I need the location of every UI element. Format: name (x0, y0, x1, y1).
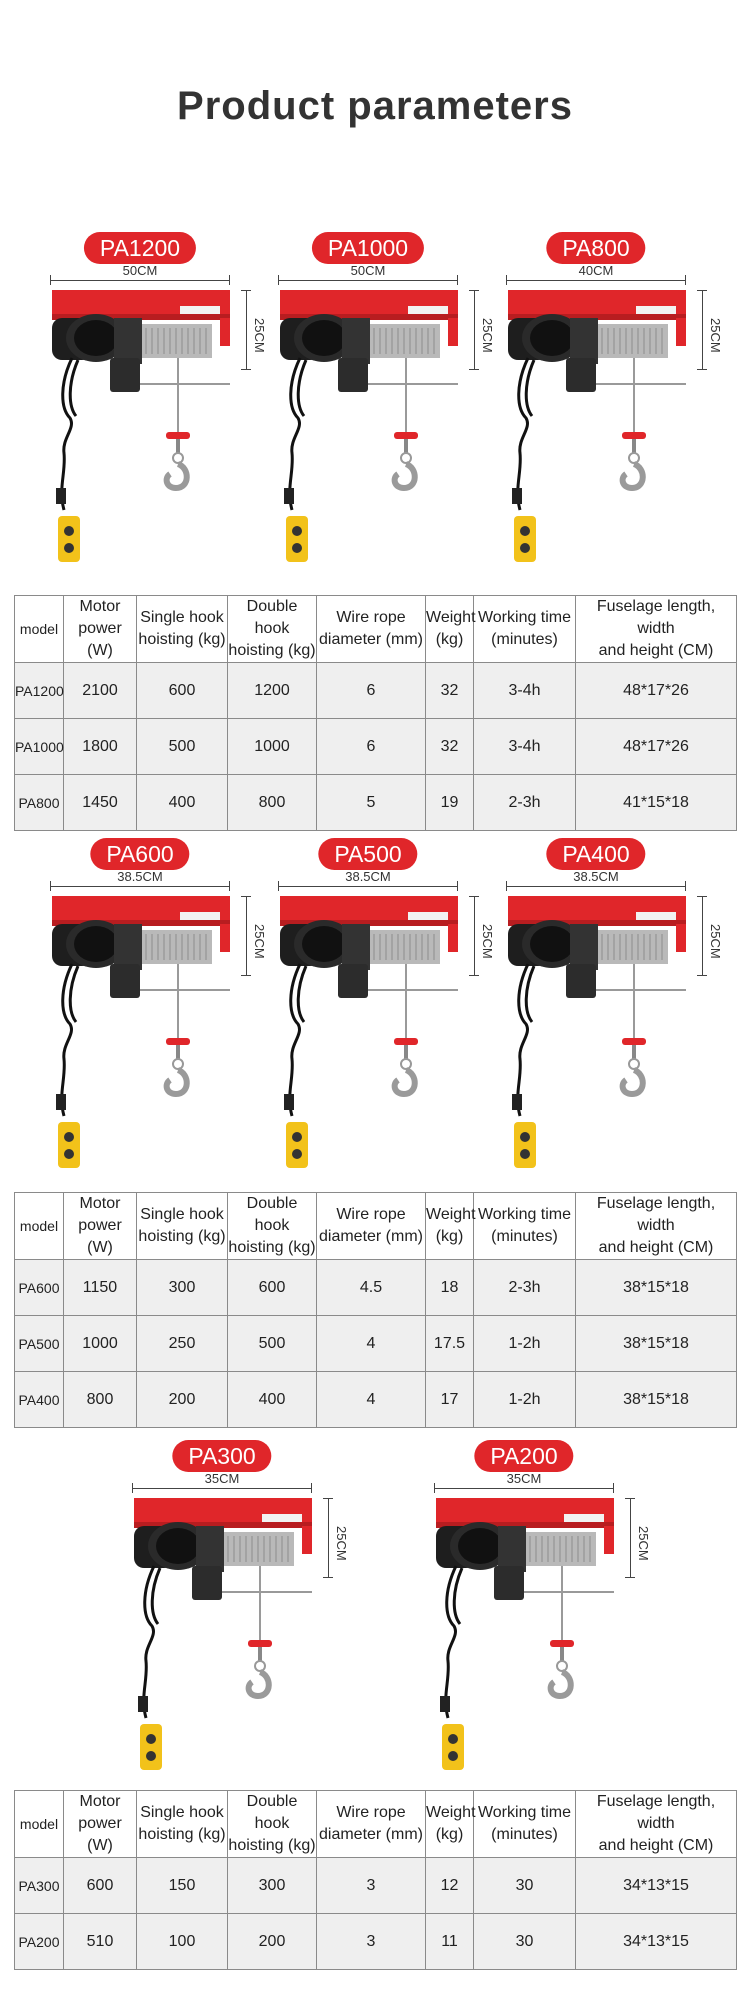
table-header-row (15, 1791, 737, 1858)
column-header: Single hook hoisting (kg) (137, 1791, 228, 1858)
table-cell: 400 (228, 1372, 317, 1428)
table-cell: 6 (317, 663, 426, 719)
height-label: 25CM (480, 924, 495, 959)
table-cell: 300 (137, 1260, 228, 1316)
table-cell: 34*13*15 (576, 1858, 737, 1914)
model-badge: PA300 (172, 1440, 271, 1472)
table-cell: PA200 (15, 1914, 64, 1970)
column-header: Motor power (W) (64, 596, 137, 663)
product-card-pa300 (132, 1440, 362, 1780)
table-cell: 1150 (64, 1260, 137, 1316)
width-label: 40CM (578, 263, 614, 278)
table-cell: 38*15*18 (576, 1372, 737, 1428)
table-cell: 100 (137, 1914, 228, 1970)
column-header: Double hook hoisting (kg) (228, 1791, 317, 1858)
table-cell: 12 (426, 1858, 474, 1914)
table-cell: 30 (474, 1914, 576, 1970)
table-cell: 3 (317, 1858, 426, 1914)
table-cell: 48*17*26 (576, 719, 737, 775)
model-badge: PA200 (474, 1440, 573, 1472)
table-cell: 600 (228, 1260, 317, 1316)
table-cell: 30 (474, 1858, 576, 1914)
width-label: 38.5CM (117, 869, 163, 884)
table-row (15, 1914, 737, 1970)
table-cell: 800 (228, 775, 317, 831)
height-label: 25CM (708, 318, 723, 353)
table-cell: 600 (64, 1858, 137, 1914)
width-dimension (50, 869, 230, 892)
model-badge: PA1200 (84, 232, 196, 264)
model-badge: PA400 (546, 838, 645, 870)
width-dimension (50, 263, 230, 286)
column-header: Double hook hoisting (kg) (228, 596, 317, 663)
table-cell: 19 (426, 775, 474, 831)
column-header: Fuselage length, width and height (CM) (576, 596, 737, 663)
column-header: Working time (minutes) (474, 1791, 576, 1858)
page-title: Product parameters (177, 84, 573, 128)
table-cell: 4.5 (317, 1260, 426, 1316)
column-header: Single hook hoisting (kg) (137, 596, 228, 663)
table-cell: 300 (228, 1858, 317, 1914)
column-header: Motor power (W) (64, 1193, 137, 1260)
height-label: 25CM (252, 924, 267, 959)
model-badge: PA1000 (312, 232, 424, 264)
product-card-pa1200 (50, 232, 280, 572)
table-cell: 3-4h (474, 663, 576, 719)
table-row (15, 1260, 737, 1316)
table-row (15, 1372, 737, 1428)
table-cell: 2-3h (474, 775, 576, 831)
width-dimension (278, 869, 458, 892)
product-card-pa800 (506, 232, 736, 572)
width-dimension (434, 1471, 614, 1494)
width-dimension (132, 1471, 312, 1494)
width-dimension (506, 263, 686, 286)
table-cell: 250 (137, 1316, 228, 1372)
table-cell: 1800 (64, 719, 137, 775)
table-cell: 38*15*18 (576, 1260, 737, 1316)
table-cell: PA1200 (15, 663, 64, 719)
table-cell: 11 (426, 1914, 474, 1970)
table-cell: 800 (64, 1372, 137, 1428)
table-cell: 34*13*15 (576, 1914, 737, 1970)
column-header: Working time (minutes) (474, 1193, 576, 1260)
hoist-image (278, 894, 508, 1184)
column-header: Wire rope diameter (mm) (317, 1791, 426, 1858)
table-cell: 1450 (64, 775, 137, 831)
table-row (15, 775, 737, 831)
table-cell: PA600 (15, 1260, 64, 1316)
column-header: model (15, 1791, 64, 1858)
table-cell: 4 (317, 1372, 426, 1428)
column-header: Fuselage length, width and height (CM) (576, 1193, 737, 1260)
width-label: 38.5CM (573, 869, 619, 884)
width-label: 35CM (506, 1471, 542, 1486)
table-cell: 1-2h (474, 1316, 576, 1372)
hoist-image (278, 288, 508, 578)
spec-table-3 (14, 1790, 737, 1970)
table-cell: 2100 (64, 663, 137, 719)
table-cell: 48*17*26 (576, 663, 737, 719)
width-dimension (278, 263, 458, 286)
table-row (15, 1858, 737, 1914)
product-card-pa400 (506, 838, 736, 1178)
height-label: 25CM (708, 924, 723, 959)
table-cell: 17 (426, 1372, 474, 1428)
table-cell: 6 (317, 719, 426, 775)
table-cell: 1200 (228, 663, 317, 719)
table-cell: 600 (137, 663, 228, 719)
hoist-image (506, 288, 736, 578)
table-cell: 32 (426, 719, 474, 775)
hoist-image (50, 894, 280, 1184)
spec-table-2 (14, 1192, 737, 1428)
table-cell: 510 (64, 1914, 137, 1970)
table-cell: 41*15*18 (576, 775, 737, 831)
model-badge: PA800 (546, 232, 645, 264)
height-label: 25CM (252, 318, 267, 353)
table-cell: 200 (137, 1372, 228, 1428)
table-cell: 150 (137, 1858, 228, 1914)
height-label: 25CM (480, 318, 495, 353)
width-label: 50CM (350, 263, 386, 278)
table-cell: PA500 (15, 1316, 64, 1372)
width-label: 38.5CM (345, 869, 391, 884)
table-cell: 18 (426, 1260, 474, 1316)
table-header-row (15, 596, 737, 663)
hoist-image (506, 894, 736, 1184)
table-header-row (15, 1193, 737, 1260)
table-row (15, 719, 737, 775)
column-header: Wire rope diameter (mm) (317, 596, 426, 663)
column-header: Working time (minutes) (474, 596, 576, 663)
table-cell: 200 (228, 1914, 317, 1970)
table-cell: 5 (317, 775, 426, 831)
width-dimension (506, 869, 686, 892)
table-cell: 2-3h (474, 1260, 576, 1316)
spec-table-1 (14, 595, 737, 831)
table-cell: 38*15*18 (576, 1316, 737, 1372)
hoist-image (434, 1496, 664, 1786)
table-cell: PA300 (15, 1858, 64, 1914)
column-header: model (15, 1193, 64, 1260)
table-cell: PA800 (15, 775, 64, 831)
table-cell: 1-2h (474, 1372, 576, 1428)
product-card-pa1000 (278, 232, 508, 572)
product-card-pa200 (434, 1440, 664, 1780)
product-card-pa500 (278, 838, 508, 1178)
table-cell: 32 (426, 663, 474, 719)
column-header: Single hook hoisting (kg) (137, 1193, 228, 1260)
column-header: Weight (kg) (426, 1791, 474, 1858)
table-cell: 500 (137, 719, 228, 775)
table-row (15, 663, 737, 719)
column-header: Wire rope diameter (mm) (317, 1193, 426, 1260)
table-cell: 3-4h (474, 719, 576, 775)
column-header: Weight (kg) (426, 596, 474, 663)
column-header: Double hook hoisting (kg) (228, 1193, 317, 1260)
table-cell: 400 (137, 775, 228, 831)
column-header: Weight (kg) (426, 1193, 474, 1260)
table-cell: 500 (228, 1316, 317, 1372)
column-header: model (15, 596, 64, 663)
table-cell: 1000 (228, 719, 317, 775)
width-label: 35CM (204, 1471, 240, 1486)
hoist-image (132, 1496, 362, 1786)
model-badge: PA600 (90, 838, 189, 870)
table-cell: PA1000 (15, 719, 64, 775)
model-badge: PA500 (318, 838, 417, 870)
table-cell: PA400 (15, 1372, 64, 1428)
column-header: Fuselage length, width and height (CM) (576, 1791, 737, 1858)
table-cell: 17.5 (426, 1316, 474, 1372)
table-cell: 4 (317, 1316, 426, 1372)
width-label: 50CM (122, 263, 158, 278)
height-label: 25CM (636, 1526, 651, 1561)
product-card-pa600 (50, 838, 280, 1178)
table-row (15, 1316, 737, 1372)
height-label: 25CM (334, 1526, 349, 1561)
column-header: Motor power (W) (64, 1791, 137, 1858)
table-cell: 3 (317, 1914, 426, 1970)
table-cell: 1000 (64, 1316, 137, 1372)
hoist-image (50, 288, 280, 578)
